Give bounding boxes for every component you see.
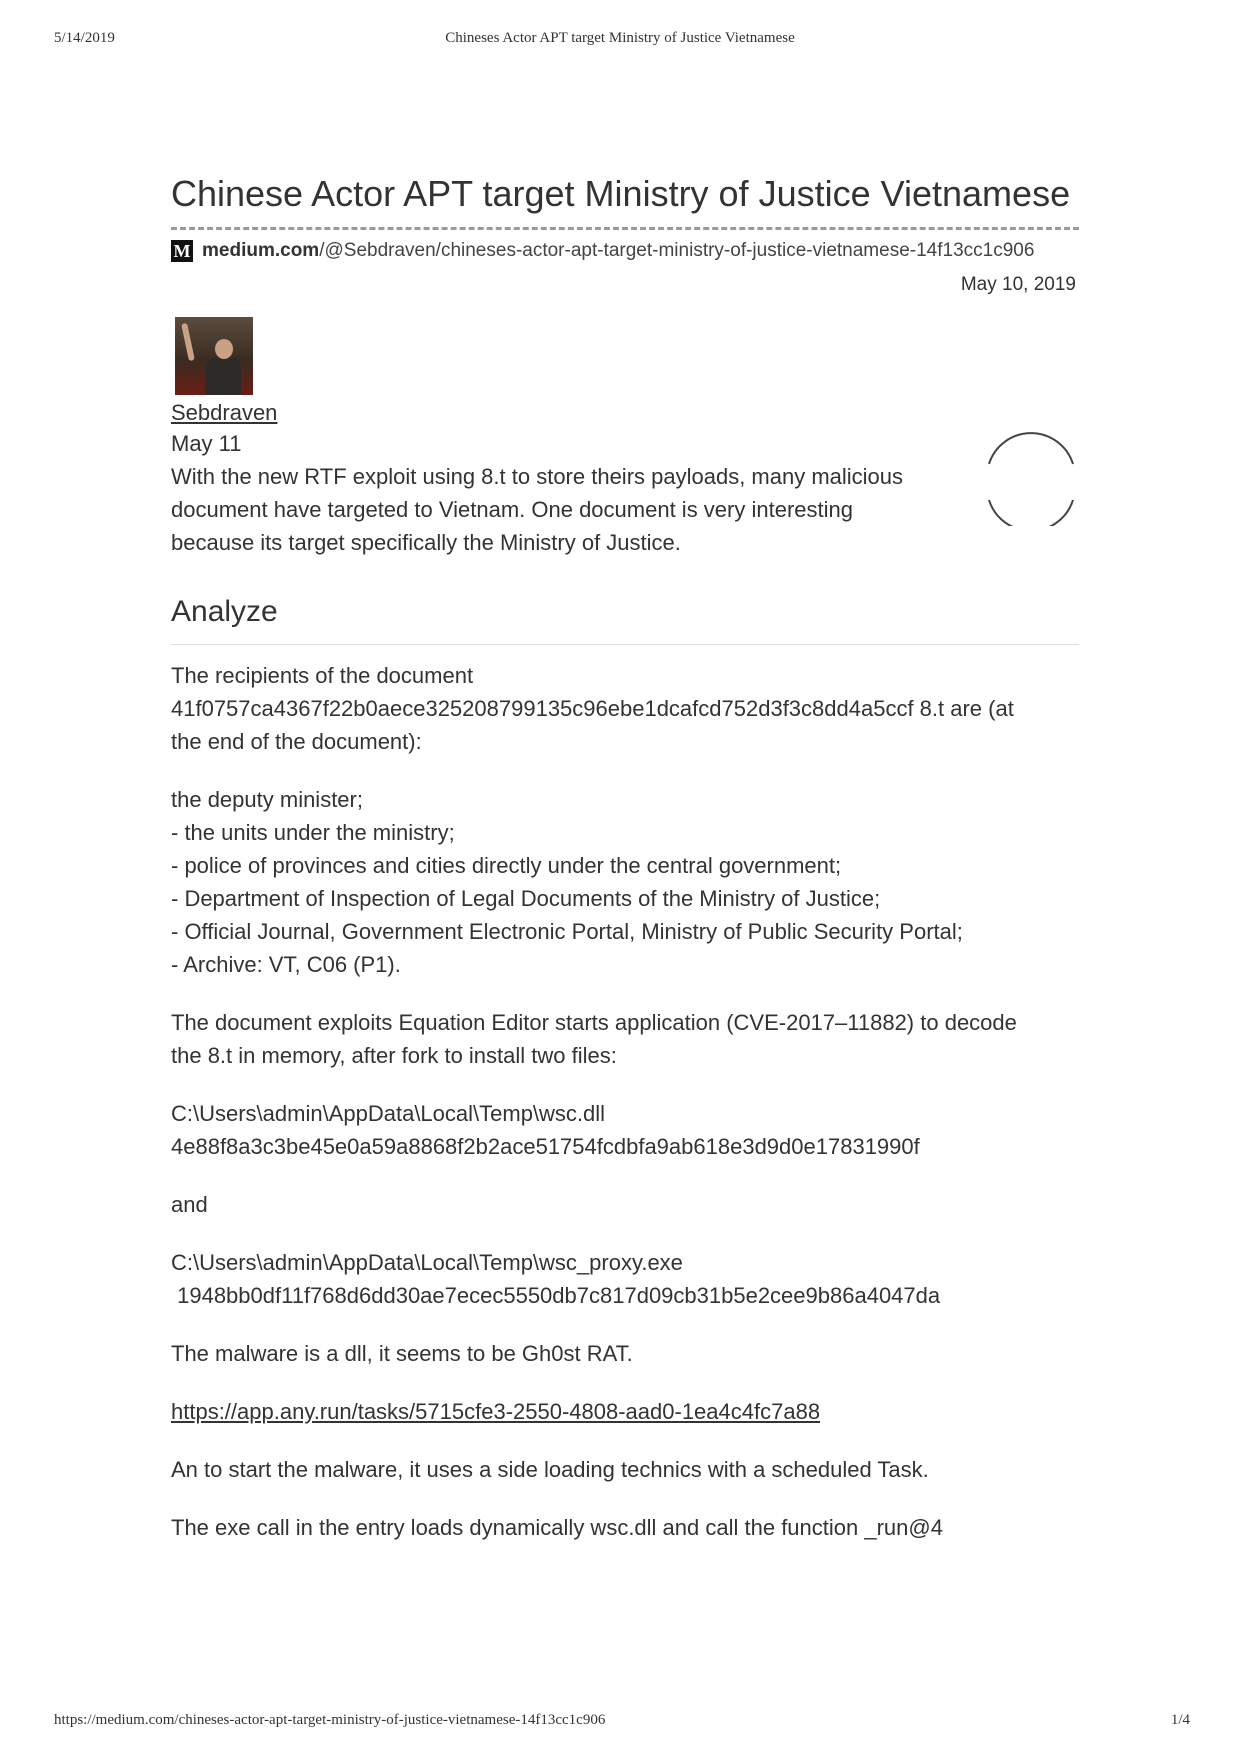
author-date: May 11 [171,431,242,456]
anyrun-link[interactable]: https://app.any.run/tasks/5715cfe3-2550-4808-aad0-1ea4c4fc7a88 [171,1399,821,1424]
source-path: /@Sebdraven/chineses-actor-apt-target-ministry-of-justice-vietnamese-14f13cc1c906 [319,240,1035,261]
article-title: Chinese Actor APT target Ministry of Justice Vietnamese [171,172,1079,230]
source-domain: medium.com [202,240,320,261]
list-item: - the units under the ministry; [171,820,455,845]
malware-paragraph: The malware is a dll, it seems to be Gh0st RAT. [171,1341,633,1366]
intro-line-2: document have targeted to Vietnam. One document is very interesting [171,497,853,522]
exploit-line-1: The document exploits Equation Editor starts application (CVE-2017–11882) to decode [171,1010,1017,1035]
print-header [0,30,1240,50]
section-heading-analyze: Analyze [171,594,1079,645]
exe-paragraph: The exe call in the entry loads dynamically wsc.dll and call the function _run@4 [171,1515,943,1540]
file1-path: C:\Users\admin\AppData\Local\Temp\wsc.dll [171,1101,606,1126]
list-item: - police of provinces and cities directly under the central government; [171,853,842,878]
intro-line-3: because its target specifically the Ministry of Justice. [171,530,681,555]
file2-block [171,1246,1079,1312]
recipients-line-1: The recipients of the document [171,663,474,688]
anyrun-link-paragraph [171,1395,1079,1428]
print-page-number: 1/4 [1170,1712,1190,1728]
file1-hash: 4e88f8a3c3be45e0a59a8868f2b2ace51754fcdbfa9ab618e3d9d0e17831990f [171,1134,920,1159]
intro-paragraph [171,460,1079,559]
medium-logo-icon: M [171,240,193,262]
recipients-paragraph [171,659,1079,758]
exploit-line-2: the 8.t in memory, after fork to install two files: [171,1043,617,1068]
and-text: and [171,1192,208,1217]
list-item: - Official Journal, Government Electronic Portal, Ministry of Public Security Portal; [171,919,963,944]
recipients-line-3: the end of the document): [171,729,422,754]
list-item: the deputy minister; [171,787,363,812]
article [171,172,1079,1544]
loading-spinner-icon [983,430,1079,526]
recipients-list [171,783,1079,981]
list-item: - Department of Inspection of Legal Documents of the Ministry of Justice; [171,886,881,911]
intro-block [171,460,1079,559]
intro-line-1: With the new RTF exploit using 8.t to store theirs payloads, many malicious [171,464,904,489]
recipients-line-2: 41f0757ca4367f22b0aece325208799135c96ebe1dcafcd752d3f3c8dd4a5ccf 8.t are (at [171,696,1014,721]
print-title: Chineses Actor APT target Ministry of Justice Vietnamese [445,30,795,46]
file1-block [171,1097,1079,1163]
file2-hash: 1948bb0df11f768d6dd30ae7ecec5550db7c817d09cb31b5e2cee9b86a4047da [171,1283,941,1308]
list-item: - Archive: VT, C06 (P1). [171,952,401,977]
sideload-paragraph: An to start the malware, it uses a side loading technics with a scheduled Task. [171,1457,929,1482]
file2-path: C:\Users\admin\AppData\Local\Temp\wsc_proxy.exe [171,1250,683,1275]
published-date: May 10, 2019 [960,274,1076,295]
print-footer-url: https://medium.com/chineses-actor-apt-target-ministry-of-justice-vietnamese-14f13cc1c906 [54,1712,606,1728]
print-date: 5/14/2019 [54,30,115,46]
print-footer [0,1712,1240,1732]
source-url[interactable] [202,240,1034,262]
source-line [171,238,1079,264]
exploit-paragraph [171,1006,1079,1072]
author-link[interactable]: Sebdraven [171,400,278,425]
avatar[interactable] [175,317,253,395]
